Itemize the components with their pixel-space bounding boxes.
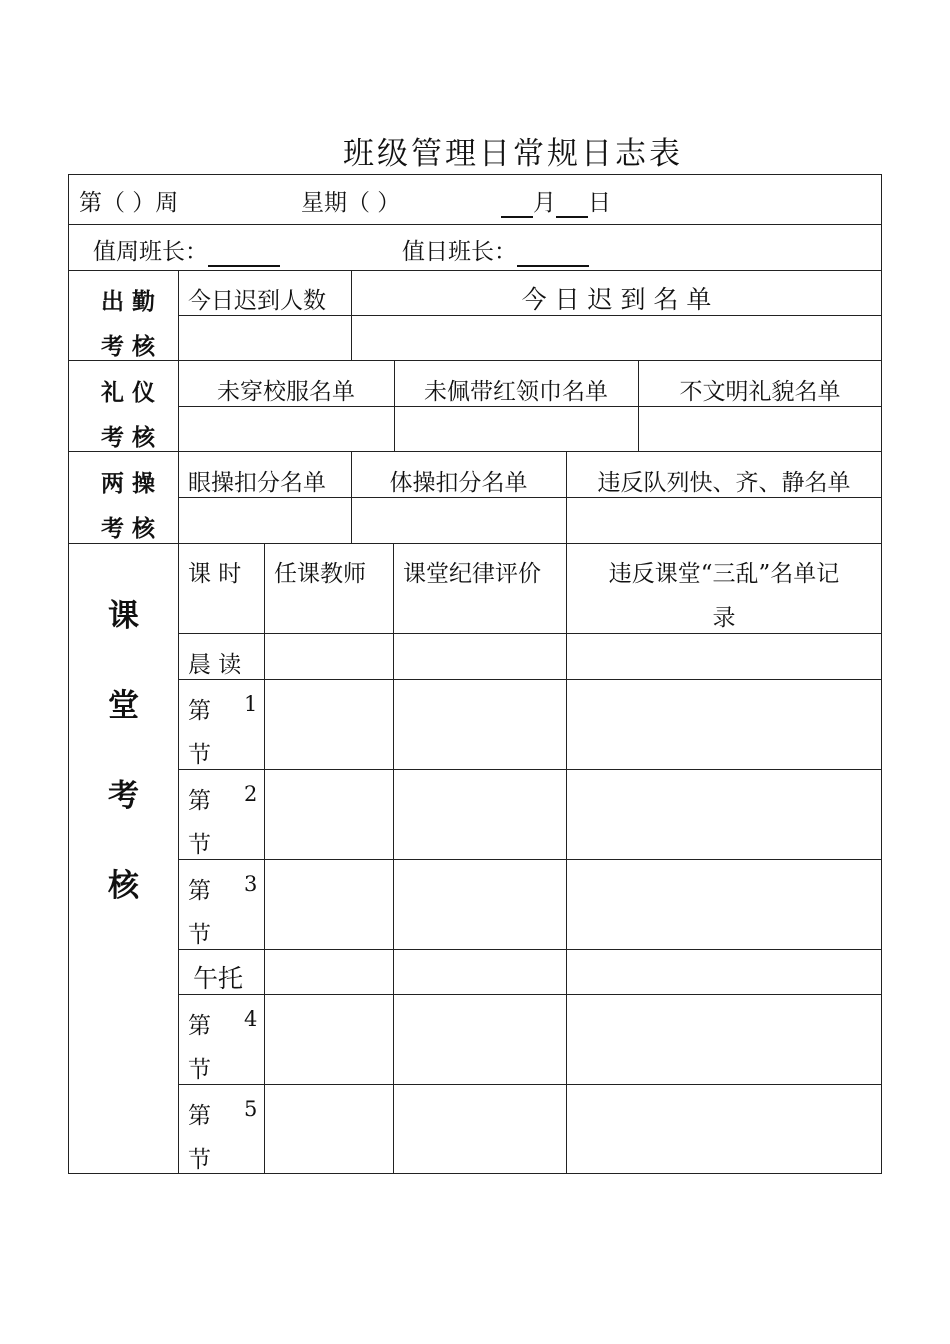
body-exercise-header: 体操扣分名单 [389,470,528,496]
row-divider [69,270,882,271]
month-blank[interactable] [501,190,533,218]
period-number: 1 [244,692,258,716]
period-label: 节 [188,1147,211,1173]
attendance-section-label: 考 核 [101,333,156,360]
violation-col-header: 违反课堂“三乱”名单记 [608,561,840,587]
period-label: 节 [188,832,211,858]
late-list-header: 今 日 迟 到 名 单 [521,285,712,314]
violation-col-header-cont: 录 [712,605,736,631]
attendance-section-label: 出 勤 [101,288,156,315]
weekly-monitor-blank[interactable] [208,239,280,267]
col-divider [264,543,265,1174]
row-divider [69,224,882,225]
teacher-col-header: 任课教师 [274,561,366,587]
week-field[interactable]: 第（ ）周 [79,190,179,216]
daily-monitor-blank[interactable] [517,239,589,267]
formation-header: 违反队列快、齐、静名单 [597,470,851,496]
period-label: 第 [188,878,211,904]
period-label: 节 [188,742,211,768]
discipline-col-header: 课堂纪律评价 [403,561,541,587]
no-uniform-header: 未穿校服名单 [217,379,355,405]
exercises-section-label: 两 操 [101,470,156,497]
row-divider [69,360,882,361]
morning-reading-label: 晨 读 [188,652,242,678]
late-count-header: 今日迟到人数 [188,288,326,314]
period-col-header: 课 时 [188,561,242,587]
period-number: 2 [244,782,258,806]
period-label: 第 [188,698,211,724]
row-divider [69,543,882,544]
etiquette-section-label: 礼 仪 [101,379,156,406]
row-divider [69,451,882,452]
classroom-section-char: 核 [108,868,139,904]
classroom-section-char: 堂 [108,688,139,724]
period-number: 4 [244,1007,258,1031]
row-divider [178,497,882,498]
period-label: 第 [188,1013,211,1039]
period-number: 3 [244,872,258,896]
date-field[interactable]: 月 日 [501,184,611,218]
period-label: 第 [188,788,211,814]
weekday-field[interactable]: 星期（ ） [301,190,401,216]
daily-log-table [68,174,882,1174]
period-label: 节 [188,922,211,948]
impolite-header: 不文明礼貌名单 [679,379,841,405]
classroom-section-char: 课 [108,598,139,634]
exercises-section-label: 考 核 [101,515,156,542]
row-divider [178,679,882,680]
row-divider [178,769,882,770]
no-scarf-header: 未佩带红领巾名单 [424,379,608,405]
col-divider [393,543,394,1174]
daily-monitor-field[interactable]: 值日班长： [402,233,589,267]
row-divider [178,859,882,860]
row-divider [178,1084,882,1085]
row-divider [178,633,882,634]
weekly-monitor-field[interactable]: 值周班长： [93,233,280,267]
row-divider [178,949,882,950]
eye-exercise-header: 眼操扣分名单 [188,470,326,496]
period-label: 节 [188,1057,211,1083]
page-title: 班级管理日常规日志表 [343,136,683,172]
row-divider [178,406,882,407]
col-divider [566,543,567,1174]
row-divider [178,994,882,995]
noon-label: 午托 [193,964,244,993]
period-number: 5 [244,1097,258,1121]
etiquette-section-label: 考 核 [101,424,156,451]
classroom-section-char: 考 [108,778,139,814]
period-label: 第 [188,1103,211,1129]
day-blank[interactable] [556,190,588,218]
